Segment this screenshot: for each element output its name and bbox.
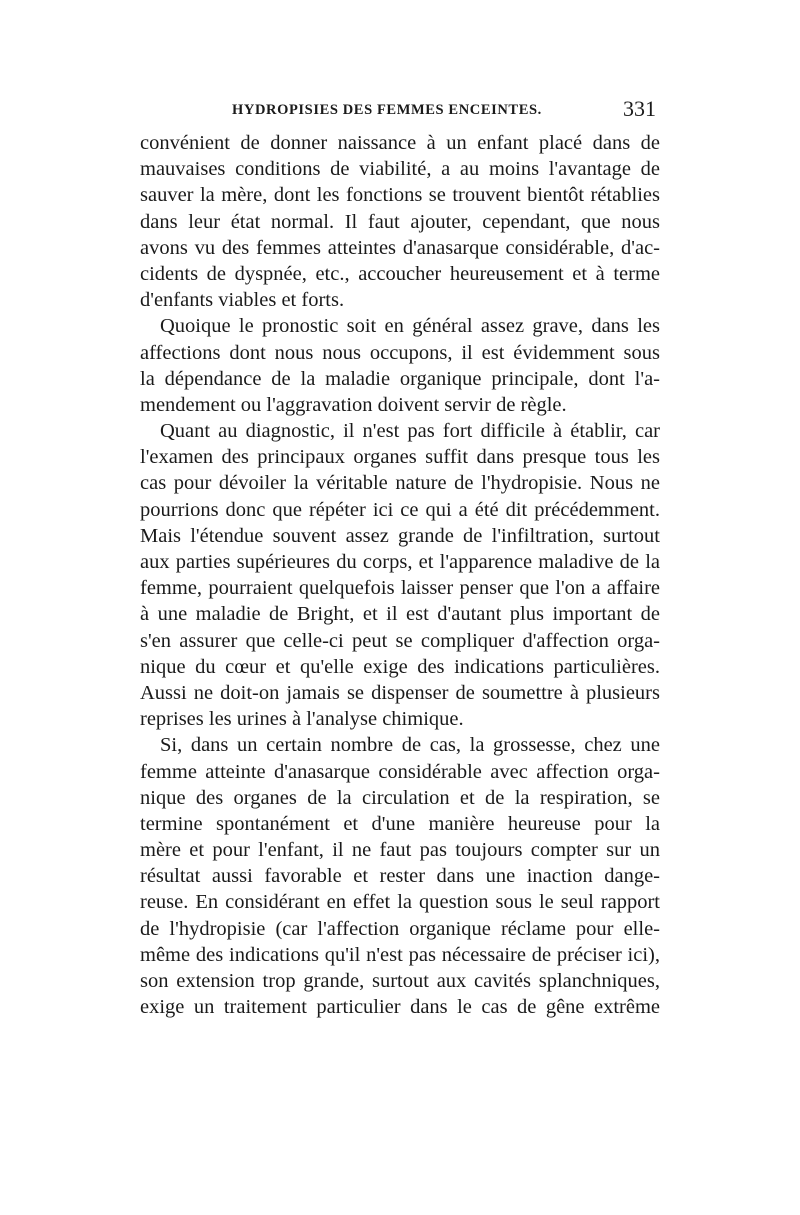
- body-text: [140, 130, 660, 1020]
- page-number: 331: [623, 96, 656, 121]
- text-line: mendement ou l'aggravation doivent servir de règle.: [140, 393, 567, 416]
- text-line: son extension trop grande, surtout aux cavités splanchniques,: [140, 970, 660, 992]
- text-line: nique du cœur et qu'elle exige des indications particulières.: [140, 655, 660, 678]
- text-line: s'en assurer que celle-ci peut se compliquer d'affection orga-: [140, 629, 660, 652]
- text-line: reprises les urines à l'analyse chimique.: [140, 708, 464, 731]
- running-head: [140, 94, 660, 128]
- text-line: même des indications qu'il n'est pas nécessaire de préciser ici),: [140, 943, 660, 966]
- text-line: Quoique le pronostic soit en général assez grave, dans les: [160, 315, 660, 338]
- text-line: cas pour dévoiler la véritable nature de l'hydropisie. Nous ne: [140, 472, 660, 495]
- text-line: l'examen des principaux organes suffit dans presque tous les: [140, 446, 660, 469]
- text-line: mère et pour l'enfant, il ne faut pas toujours compter sur un: [140, 839, 660, 862]
- text-line: Aussi ne doit-on jamais se dispenser de soumettre à plusieurs: [140, 681, 660, 704]
- text-line: la dépendance de la maladie organique principale, dont l'a-: [140, 367, 660, 390]
- text-line: résultat aussi favorable et rester dans une inaction dange-: [140, 865, 660, 888]
- text-line: d'enfants viables et forts.: [140, 289, 345, 312]
- text-line: dans leur état normal. Il faut ajouter, cependant, que nous: [140, 210, 660, 233]
- text-line: mauvaises conditions de viabilité, a au moins l'avantage de: [140, 158, 660, 181]
- text-line: exige un traitement particulier dans le cas de gêne extrême: [140, 996, 660, 1019]
- text-line: pourrions donc que répéter ici ce qui a été dit précédemment.: [140, 498, 660, 521]
- text-line: Mais l'étendue souvent assez grande de l'infiltration, surtout: [140, 524, 660, 547]
- text-line: avons vu des femmes atteintes d'anasarque considérable, d'ac-: [140, 236, 660, 259]
- text-line: termine spontanément et d'une manière heureuse pour la: [140, 812, 660, 835]
- text-line: aux parties supérieures du corps, et l'apparence maladive de la: [140, 551, 660, 573]
- text-line: affections dont nous nous occupons, il est évidemment sous: [140, 341, 660, 364]
- text-line: Quant au diagnostic, il n'est pas fort difficile à établir, car: [160, 420, 660, 443]
- text-line: femme atteinte d'anasarque considérable avec affection orga-: [140, 760, 660, 783]
- text-line: reuse. En considérant en effet la question sous le seul rapport: [140, 891, 660, 914]
- text-line: nique des organes de la circulation et de la respiration, se: [140, 786, 660, 809]
- text-line: Si, dans un certain nombre de cas, la grossesse, chez une: [160, 734, 660, 757]
- text-line: femme, pourraient quelquefois laisser penser que l'on a affaire: [140, 577, 660, 600]
- text-line: sauver la mère, dont les fonctions se trouvent bientôt rétablies: [140, 184, 660, 207]
- text-line: de l'hydropisie (car l'affection organique réclame pour elle-: [140, 917, 660, 940]
- text-line: cidents de dyspnée, etc., accoucher heureusement et à terme: [140, 262, 660, 285]
- text-line: à une maladie de Bright, et il est d'autant plus important de: [140, 603, 660, 626]
- text-line: convénient de donner naissance à un enfant placé dans de: [140, 132, 660, 154]
- running-title: HYDROPISIES DES FEMMES ENCEINTES.: [232, 102, 542, 118]
